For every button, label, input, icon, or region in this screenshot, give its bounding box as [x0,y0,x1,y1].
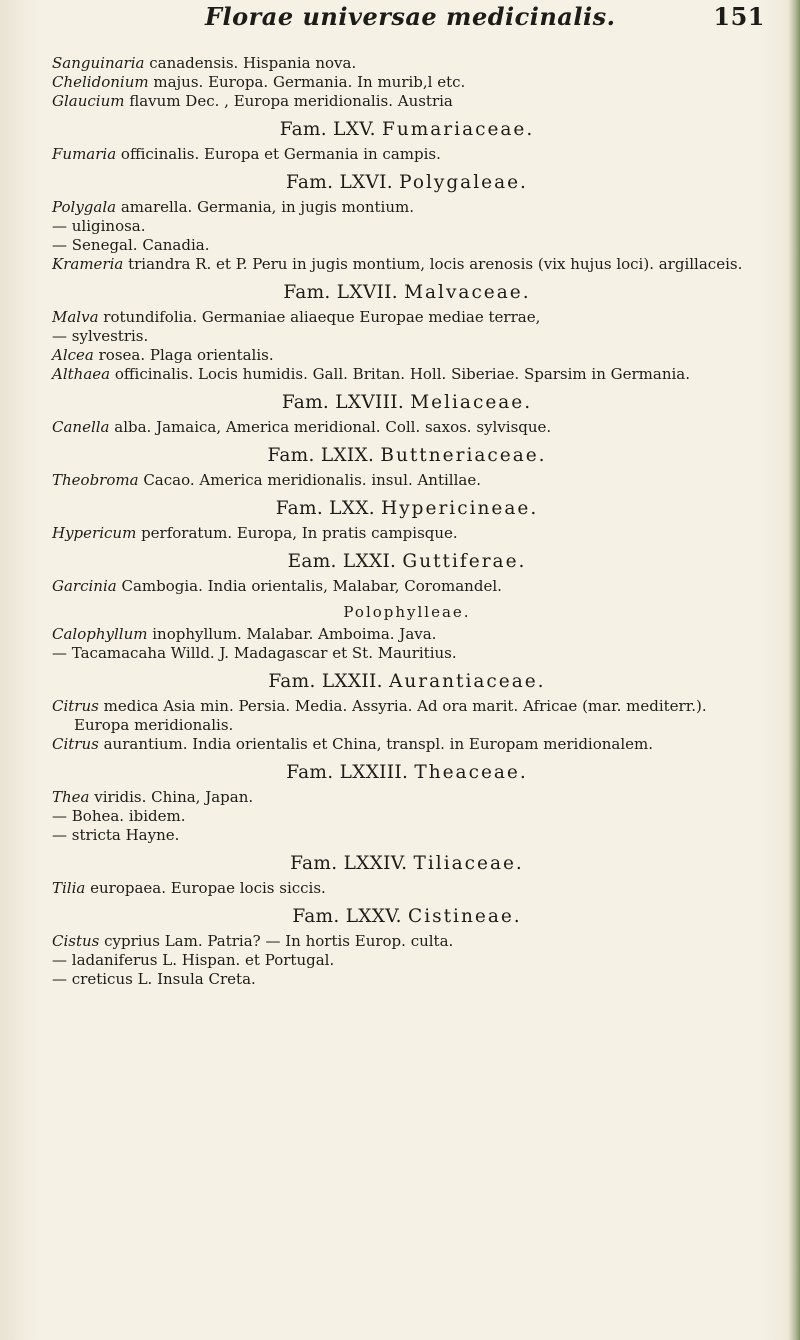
family-name: Buttneriaceae. [380,445,547,466]
genus-name: Citrus [52,735,99,753]
genus-name: Glaucium [52,92,125,110]
family-heading [52,762,762,784]
genus-name: Alcea [52,346,94,364]
entry-text: canadensis. Hispania nova. [144,54,357,72]
family-number: Fam. LXXIV. [290,853,408,874]
family-name: Malvaceae. [404,282,531,303]
genus-name: Tilia [52,879,86,897]
family-heading [52,445,762,467]
species-entry [52,54,762,73]
entry-text: alba. Jamaica, America meridional. Coll. saxos. sylvisque. [109,418,552,436]
family-heading [52,671,762,693]
species-entry [52,788,762,807]
page-edge-shadow [788,0,800,1340]
entry-text: rosea. Plaga orientalis. [93,346,274,364]
family-number: Fam. LXV. [279,119,376,140]
genus-name: Fumaria [52,145,117,163]
species-entry [52,879,762,898]
species-entry [52,365,762,384]
family-name: Polygaleae. [399,172,528,193]
entry-text: cyprius Lam. Patria? — In hortis Europ. culta. [99,932,454,950]
genus-name: Thea [52,788,90,806]
genus-name: Polygala [52,198,117,216]
family-heading [52,498,762,520]
family-name: Aurantiaceae. [388,671,546,692]
family-number: Fam. LXXIII. [286,762,409,783]
genus-name: Krameria [52,255,124,273]
entry-text: flavum Dec. , Europa meridionalis. Austria [124,92,453,110]
genus-name: Sanguinaria [52,54,145,72]
family-name: Guttiferae. [402,551,527,572]
species-entry [52,577,762,596]
running-title: Florae universae medicinalis. [205,2,616,31]
family-number: Eam. LXXI. [287,551,397,572]
species-entry [52,198,762,217]
entry-text: — uliginosa. [52,217,146,235]
genus-name: Hypericum [52,524,137,542]
family-name: Fumariaceae. [381,119,535,140]
family-number: Fam. LXXV. [292,906,402,927]
species-entry [52,951,762,970]
species-entry [52,255,762,274]
entry-text: viridis. China, Japan. [89,788,254,806]
species-entry [52,644,762,663]
family-heading [52,119,762,141]
species-entry [52,735,762,754]
family-name: Cistineae. [408,906,522,927]
entry-text: — sylvestris. [52,327,149,345]
entry-text: rotundifolia. Germaniae aliaeque Europae mediae terrae, [98,308,541,326]
family-number: Fam. LXVII. [283,282,398,303]
family-name: Theaceae. [414,762,528,783]
species-entry [52,524,762,543]
species-entry [52,471,762,490]
entry-text: inophyllum. Malabar. Amboima. Java. [147,625,437,643]
family-heading [52,551,762,573]
family-name: Tiliaceae. [413,853,524,874]
running-header [205,2,765,34]
entry-text: europaea. Europae locis siccis. [85,879,326,897]
entry-text: triandra R. et P. Peru in jugis montium, locis arenosis (vix hujus loci). argillaceis. [123,255,743,273]
species-entry [52,807,762,826]
family-heading [52,392,762,414]
species-entry [52,217,762,236]
species-entry [52,970,762,989]
species-entry [52,236,762,255]
entry-text: officinalis. Europa et Germania in campis. [116,145,441,163]
species-entry [52,145,762,164]
genus-name: Chelidonium [52,73,149,91]
family-number: Fam. LXVIII. [281,392,405,413]
species-entry [52,932,762,951]
entry-text: amarella. Germania, in jugis montium. [116,198,415,216]
entry-text: — creticus L. Insula Creta. [52,970,256,988]
family-number: Fam. LXX. [275,498,375,519]
entry-text: — Senegal. Canadia. [52,236,210,254]
page-number: 151 [713,2,765,31]
family-heading [52,853,762,875]
genus-name: Garcinia [52,577,117,595]
species-entry [52,625,762,644]
genus-name: Malva [52,308,99,326]
species-entry [52,418,762,437]
entry-text: medica Asia min. Persia. Media. Assyria. Ad ora marit. Africae (mar. mediterr.). Europa meridionalis. [74,697,707,734]
entry-text: Cacao. America meridionalis. insul. Antillae. [138,471,481,489]
species-entry [52,73,762,92]
genus-name: Cistus [52,932,100,950]
family-name: Meliaceae. [410,392,533,413]
entry-text: aurantium. India orientalis et China, transpl. in Europam meridionalem. [98,735,654,753]
entry-text: majus. Europa. Germania. In murib,l etc. [148,73,466,91]
species-entry [52,697,762,735]
entry-text: perforatum. Europa, In pratis campisque. [136,524,458,542]
species-entry [52,826,762,845]
entry-text: officinalis. Locis humidis. Gall. Britan. Holl. Siberiae. Sparsim in Germania. [110,365,691,383]
entry-text: — ladaniferus L. Hispan. et Portugal. [52,951,335,969]
entry-text: — Tacamacaha Willd. J. Madagascar et St. Mauritius. [52,644,457,662]
family-heading [52,282,762,304]
family-name: Polophylleae. [343,603,471,621]
genus-name: Theobroma [52,471,139,489]
species-entry [52,346,762,365]
family-number: Fam. LXXII. [268,671,383,692]
species-entry [52,327,762,346]
genus-name: Citrus [52,697,99,715]
entry-text: — stricta Hayne. [52,826,180,844]
species-entry [52,92,762,111]
family-number: Fam. LXIX. [267,445,375,466]
family-number: Fam. LXVI. [286,172,393,193]
subfamily-heading [52,601,762,623]
species-entry [52,308,762,327]
family-name: Hypericineae. [381,498,539,519]
family-heading [52,172,762,194]
genus-name: Althaea [52,365,111,383]
entry-text: — Bohea. ibidem. [52,807,186,825]
family-heading [52,906,762,928]
genus-name: Canella [52,418,110,436]
page-body [52,54,762,989]
entry-text: Cambogia. India orientalis, Malabar, Coromandel. [116,577,502,595]
genus-name: Calophyllum [52,625,148,643]
